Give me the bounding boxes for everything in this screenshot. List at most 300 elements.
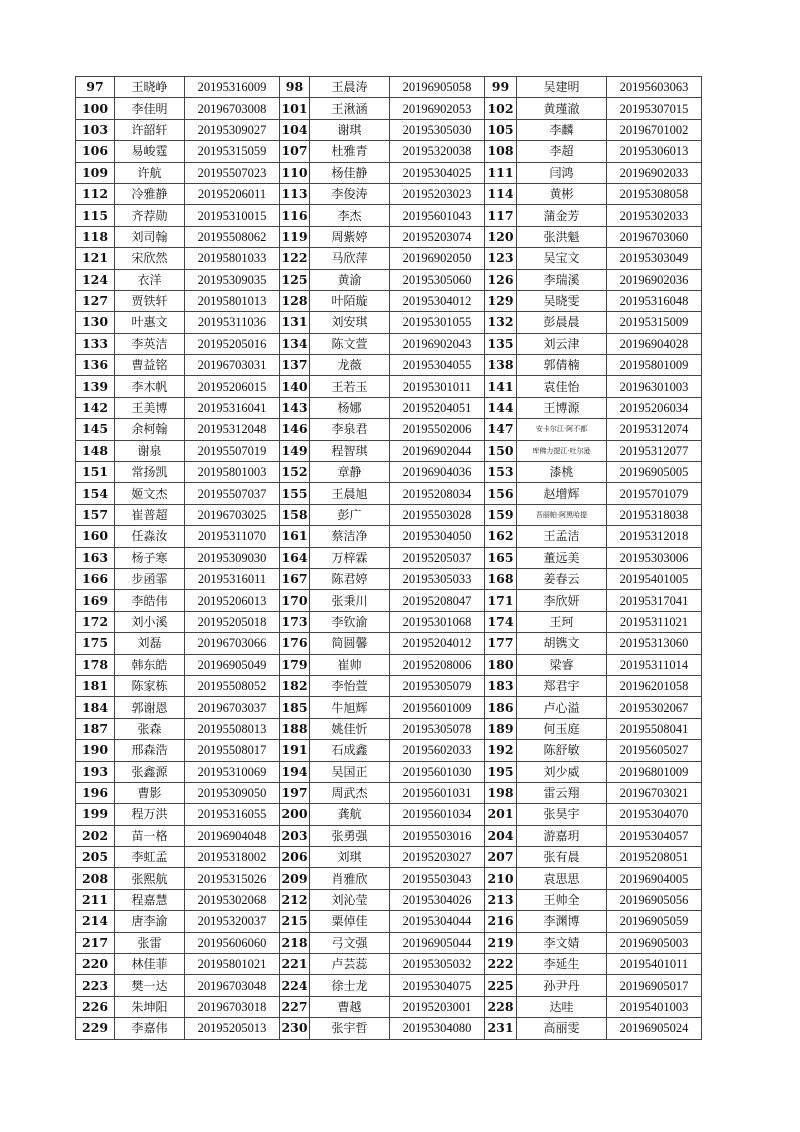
entry-number-cell: 121 [76,248,115,269]
student-id-cell: 20195309027 [185,119,280,140]
entry-number-cell: 106 [76,141,115,162]
student-name-cell: 龚航 [310,804,390,825]
student-name-cell: 刘安琪 [310,312,390,333]
student-name-cell: 王孟洁 [517,526,607,547]
entry-number-cell: 116 [280,205,310,226]
student-name-cell: 李泉君 [310,419,390,440]
entry-number-cell: 152 [280,462,310,483]
student-id-cell: 20195301055 [390,312,485,333]
table-row [76,376,702,397]
student-name-cell: 漆桃 [517,462,607,483]
student-id-cell: 20195303006 [607,547,702,568]
student-name-cell: 谢琪 [310,119,390,140]
student-name-cell: 达哇 [517,996,607,1017]
entry-number-cell: 127 [76,290,115,311]
student-name-cell: 安卡尔江·阿不都 [517,419,607,440]
student-name-cell: 刘小溪 [115,611,185,632]
student-id-cell: 20196905056 [607,889,702,910]
entry-number-cell: 158 [280,504,310,525]
table-row [76,119,702,140]
student-name-cell: 孙尹丹 [517,975,607,996]
entry-number-cell: 122 [280,248,310,269]
student-id-cell: 20195305078 [390,718,485,739]
student-name-cell: 胡镌文 [517,633,607,654]
student-name-cell: 郭谢恩 [115,697,185,718]
table-row [76,397,702,418]
student-name-cell: 崔帅 [310,654,390,675]
entry-number-cell: 141 [485,376,517,397]
entry-number-cell: 221 [280,954,310,975]
table-row [76,312,702,333]
entry-number-cell: 211 [76,889,115,910]
entry-number-cell: 105 [485,119,517,140]
student-name-cell: 王博源 [517,397,607,418]
student-name-cell: 唐李渝 [115,911,185,932]
table-row [76,996,702,1017]
student-name-cell: 刘云津 [517,333,607,354]
entry-number-cell: 178 [76,654,115,675]
student-name-cell: 陈君婷 [310,568,390,589]
entry-number-cell: 139 [76,376,115,397]
student-name-cell: 杨子寒 [115,547,185,568]
table-row [76,954,702,975]
student-id-cell: 20195313060 [607,633,702,654]
student-name-cell: 姚佳忻 [310,718,390,739]
student-name-cell: 刘沁莹 [310,889,390,910]
table-row [76,633,702,654]
table-row [76,868,702,889]
table-row [76,804,702,825]
student-name-cell: 吴建明 [517,77,607,98]
student-id-cell: 20195204051 [390,397,485,418]
student-id-cell: 20195208051 [607,847,702,868]
student-id-cell: 20196703060 [607,226,702,247]
student-id-cell: 20195304055 [390,355,485,376]
entry-number-cell: 206 [280,847,310,868]
student-id-cell: 20195502006 [390,419,485,440]
entry-number-cell: 168 [485,568,517,589]
student-id-cell: 20195304075 [390,975,485,996]
student-id-cell: 20196703021 [607,782,702,803]
student-name-cell: 李延生 [517,954,607,975]
entry-number-cell: 140 [280,376,310,397]
student-name-cell: 张宇哲 [310,1018,390,1039]
student-id-cell: 20195503016 [390,825,485,846]
student-name-cell: 齐荐勋 [115,205,185,226]
student-id-cell: 20195308058 [607,183,702,204]
student-name-cell: 高丽雯 [517,1018,607,1039]
entry-number-cell: 173 [280,611,310,632]
student-name-cell: 张勇强 [310,825,390,846]
student-name-cell: 黄彬 [517,183,607,204]
table-row [76,911,702,932]
student-id-cell: 20195603063 [607,77,702,98]
table-row [76,226,702,247]
student-id-cell: 20196905024 [607,1018,702,1039]
student-id-cell: 20195304050 [390,526,485,547]
entry-number-cell: 138 [485,355,517,376]
student-id-cell: 20196902053 [390,98,485,119]
student-name-cell: 衣洋 [115,269,185,290]
table-row [76,355,702,376]
entry-number-cell: 103 [76,119,115,140]
entry-number-cell: 148 [76,440,115,461]
entry-number-cell: 130 [76,312,115,333]
student-name-cell: 李杰 [310,205,390,226]
student-id-cell: 20195318038 [607,504,702,525]
student-name-cell: 牛旭辉 [310,697,390,718]
student-id-cell: 20195204012 [390,633,485,654]
student-id-cell: 20195205016 [185,333,280,354]
entry-number-cell: 207 [485,847,517,868]
student-id-cell: 20196904048 [185,825,280,846]
student-id-cell: 20195302033 [607,205,702,226]
student-name-cell: 王若玉 [310,376,390,397]
student-name-cell: 曹越 [310,996,390,1017]
entry-number-cell: 195 [485,761,517,782]
student-name-cell: 苗一格 [115,825,185,846]
student-name-cell: 姬文杰 [115,483,185,504]
student-name-cell: 陈舒敏 [517,740,607,761]
student-name-cell: 黄渝 [310,269,390,290]
student-id-cell: 20195701079 [607,483,702,504]
table-row [76,740,702,761]
student-id-cell: 20195304080 [390,1018,485,1039]
student-id-cell: 20195508062 [185,226,280,247]
student-name-cell: 王湫涵 [310,98,390,119]
student-name-cell: 姜春云 [517,568,607,589]
student-name-cell: 王帅全 [517,889,607,910]
student-id-cell: 20196902044 [390,440,485,461]
student-id-cell: 20196703066 [185,633,280,654]
student-id-cell: 20195507037 [185,483,280,504]
entry-number-cell: 220 [76,954,115,975]
entry-number-cell: 110 [280,162,310,183]
entry-number-cell: 100 [76,98,115,119]
table-row [76,611,702,632]
student-id-cell: 20196703008 [185,98,280,119]
entry-number-cell: 228 [485,996,517,1017]
table-row [76,1018,702,1039]
student-name-cell: 吴国正 [310,761,390,782]
student-name-cell: 王美博 [115,397,185,418]
student-name-cell: 张洪魁 [517,226,607,247]
student-id-cell: 20195208006 [390,654,485,675]
student-name-cell: 吴宝文 [517,248,607,269]
student-id-cell: 20196201058 [607,675,702,696]
student-id-cell: 20195305030 [390,119,485,140]
entry-number-cell: 124 [76,269,115,290]
student-name-cell: 李瑞溪 [517,269,607,290]
entry-number-cell: 218 [280,932,310,953]
table-row [76,782,702,803]
student-name-cell: 张秉川 [310,590,390,611]
table-row [76,205,702,226]
student-id-cell: 20195304026 [390,889,485,910]
student-name-cell: 彭晨晨 [517,312,607,333]
student-id-cell: 20195801009 [607,355,702,376]
student-id-cell: 20196904036 [390,462,485,483]
student-name-cell: 林佳菲 [115,954,185,975]
entry-number-cell: 224 [280,975,310,996]
student-id-cell: 20196905003 [607,932,702,953]
entry-number-cell: 194 [280,761,310,782]
student-name-cell: 王珂 [517,611,607,632]
entry-number-cell: 177 [485,633,517,654]
entry-number-cell: 98 [280,77,310,98]
table-row [76,162,702,183]
student-name-cell: 冷雅静 [115,183,185,204]
entry-number-cell: 129 [485,290,517,311]
student-name-cell: 李俊涛 [310,183,390,204]
table-row [76,440,702,461]
entry-number-cell: 219 [485,932,517,953]
student-id-cell: 20195503028 [390,504,485,525]
student-id-cell: 20195508041 [607,718,702,739]
student-id-cell: 20195305033 [390,568,485,589]
entry-number-cell: 199 [76,804,115,825]
student-id-cell: 20195309035 [185,269,280,290]
student-name-cell: 韩东皓 [115,654,185,675]
entry-number-cell: 187 [76,718,115,739]
student-id-cell: 20195318002 [185,847,280,868]
student-id-cell: 20195205018 [185,611,280,632]
student-id-cell: 20195305032 [390,954,485,975]
student-id-cell: 20195305079 [390,675,485,696]
entry-number-cell: 230 [280,1018,310,1039]
entry-number-cell: 153 [485,462,517,483]
student-name-cell: 刘少威 [517,761,607,782]
student-name-cell: 石成鑫 [310,740,390,761]
roster-table [75,76,702,1040]
entry-number-cell: 162 [485,526,517,547]
student-name-cell: 蔡洁净 [310,526,390,547]
student-id-cell: 20195401003 [607,996,702,1017]
student-id-cell: 20195309050 [185,782,280,803]
student-id-cell: 20196703031 [185,355,280,376]
entry-number-cell: 200 [280,804,310,825]
student-name-cell: 杜雅青 [310,141,390,162]
student-id-cell: 20195311070 [185,526,280,547]
table-row [76,761,702,782]
student-id-cell: 20195801021 [185,954,280,975]
entry-number-cell: 212 [280,889,310,910]
student-id-cell: 20195203023 [390,183,485,204]
student-name-cell: 彭广 [310,504,390,525]
student-name-cell: 宋欣然 [115,248,185,269]
student-id-cell: 20195801013 [185,290,280,311]
entry-number-cell: 143 [280,397,310,418]
student-id-cell: 20195310069 [185,761,280,782]
student-id-cell: 20195312018 [607,526,702,547]
table-row [76,248,702,269]
student-id-cell: 20195205037 [390,547,485,568]
student-name-cell: 闫鸿 [517,162,607,183]
entry-number-cell: 190 [76,740,115,761]
entry-number-cell: 209 [280,868,310,889]
student-id-cell: 20195312077 [607,440,702,461]
student-name-cell: 李超 [517,141,607,162]
entry-number-cell: 226 [76,996,115,1017]
table-row [76,932,702,953]
student-id-cell: 20195316011 [185,568,280,589]
student-id-cell: 20196902036 [607,269,702,290]
student-id-cell: 20195208047 [390,590,485,611]
entry-number-cell: 165 [485,547,517,568]
entry-number-cell: 108 [485,141,517,162]
table-row [76,697,702,718]
student-id-cell: 20196904028 [607,333,702,354]
entry-number-cell: 159 [485,504,517,525]
student-id-cell: 20195401005 [607,568,702,589]
entry-number-cell: 171 [485,590,517,611]
roster-table-body [76,77,702,1040]
entry-number-cell: 163 [76,547,115,568]
student-id-cell: 20195312074 [607,419,702,440]
student-id-cell: 20195508013 [185,718,280,739]
student-name-cell: 董远美 [517,547,607,568]
entry-number-cell: 131 [280,312,310,333]
student-id-cell: 20196905058 [390,77,485,98]
student-name-cell: 王晓峥 [115,77,185,98]
entry-number-cell: 112 [76,183,115,204]
student-name-cell: 张熙航 [115,868,185,889]
entry-number-cell: 196 [76,782,115,803]
entry-number-cell: 107 [280,141,310,162]
entry-number-cell: 142 [76,397,115,418]
student-id-cell: 20195311036 [185,312,280,333]
student-name-cell: 陈家栋 [115,675,185,696]
student-id-cell: 20195316009 [185,77,280,98]
student-id-cell: 20195606060 [185,932,280,953]
table-row [76,462,702,483]
entry-number-cell: 113 [280,183,310,204]
student-id-cell: 20195503043 [390,868,485,889]
entry-number-cell: 216 [485,911,517,932]
student-name-cell: 粟倬佳 [310,911,390,932]
entry-number-cell: 147 [485,419,517,440]
entry-number-cell: 229 [76,1018,115,1039]
entry-number-cell: 222 [485,954,517,975]
student-id-cell: 20195601030 [390,761,485,782]
student-name-cell: 许航 [115,162,185,183]
entry-number-cell: 114 [485,183,517,204]
table-row [76,333,702,354]
entry-number-cell: 155 [280,483,310,504]
table-row [76,718,702,739]
student-name-cell: 张有晨 [517,847,607,868]
entry-number-cell: 118 [76,226,115,247]
entry-number-cell: 120 [485,226,517,247]
entry-number-cell: 189 [485,718,517,739]
student-id-cell: 20195801033 [185,248,280,269]
student-id-cell: 20195304025 [390,162,485,183]
student-name-cell: 袁思思 [517,868,607,889]
student-name-cell: 郭倩楠 [517,355,607,376]
entry-number-cell: 201 [485,804,517,825]
student-id-cell: 20195310015 [185,205,280,226]
student-name-cell: 刘琪 [310,847,390,868]
student-id-cell: 20195315026 [185,868,280,889]
student-name-cell: 步函霏 [115,568,185,589]
student-id-cell: 20195303049 [607,248,702,269]
entry-number-cell: 204 [485,825,517,846]
student-id-cell: 20196905017 [607,975,702,996]
student-name-cell: 程万洪 [115,804,185,825]
student-name-cell: 刘司翰 [115,226,185,247]
student-name-cell: 常扬凯 [115,462,185,483]
entry-number-cell: 184 [76,697,115,718]
entry-number-cell: 119 [280,226,310,247]
table-row [76,975,702,996]
student-name-cell: 吾丽帕·阿黑哈提 [517,504,607,525]
student-id-cell: 20195320038 [390,141,485,162]
student-name-cell: 李木帆 [115,376,185,397]
student-name-cell: 谢泉 [115,440,185,461]
entry-number-cell: 225 [485,975,517,996]
student-id-cell: 20195309030 [185,547,280,568]
entry-number-cell: 174 [485,611,517,632]
student-name-cell: 曹影 [115,782,185,803]
student-name-cell: 赵增辉 [517,483,607,504]
student-id-cell: 20195304057 [607,825,702,846]
entry-number-cell: 115 [76,205,115,226]
entry-number-cell: 179 [280,654,310,675]
student-name-cell: 张鑫源 [115,761,185,782]
student-name-cell: 许韶轩 [115,119,185,140]
student-id-cell: 20195306013 [607,141,702,162]
student-name-cell: 何玉庭 [517,718,607,739]
student-id-cell: 20195304012 [390,290,485,311]
entry-number-cell: 202 [76,825,115,846]
student-name-cell: 贾铁轩 [115,290,185,311]
student-id-cell: 20195316048 [607,290,702,311]
student-name-cell: 李虹孟 [115,847,185,868]
entry-number-cell: 182 [280,675,310,696]
student-id-cell: 20196301003 [607,376,702,397]
student-name-cell: 龙薇 [310,355,390,376]
student-id-cell: 20195203074 [390,226,485,247]
student-id-cell: 20195208034 [390,483,485,504]
student-id-cell: 20196701002 [607,119,702,140]
student-name-cell: 郑君宇 [517,675,607,696]
student-id-cell: 20195301011 [390,376,485,397]
entry-number-cell: 164 [280,547,310,568]
table-row [76,269,702,290]
entry-number-cell: 137 [280,355,310,376]
student-name-cell: 肖雅欣 [310,868,390,889]
student-id-cell: 20195316041 [185,397,280,418]
entry-number-cell: 97 [76,77,115,98]
student-name-cell: 程智琪 [310,440,390,461]
student-name-cell: 王晨涛 [310,77,390,98]
student-id-cell: 20195601043 [390,205,485,226]
table-row [76,675,702,696]
entry-number-cell: 213 [485,889,517,910]
student-name-cell: 李文婧 [517,932,607,953]
entry-number-cell: 183 [485,675,517,696]
entry-number-cell: 188 [280,718,310,739]
table-row [76,77,702,98]
entry-number-cell: 150 [485,440,517,461]
table-row [76,568,702,589]
table-row [76,654,702,675]
student-id-cell: 20195801003 [185,462,280,483]
student-id-cell: 20195304044 [390,911,485,932]
entry-number-cell: 186 [485,697,517,718]
student-id-cell: 20195312048 [185,419,280,440]
student-name-cell: 樊一达 [115,975,185,996]
